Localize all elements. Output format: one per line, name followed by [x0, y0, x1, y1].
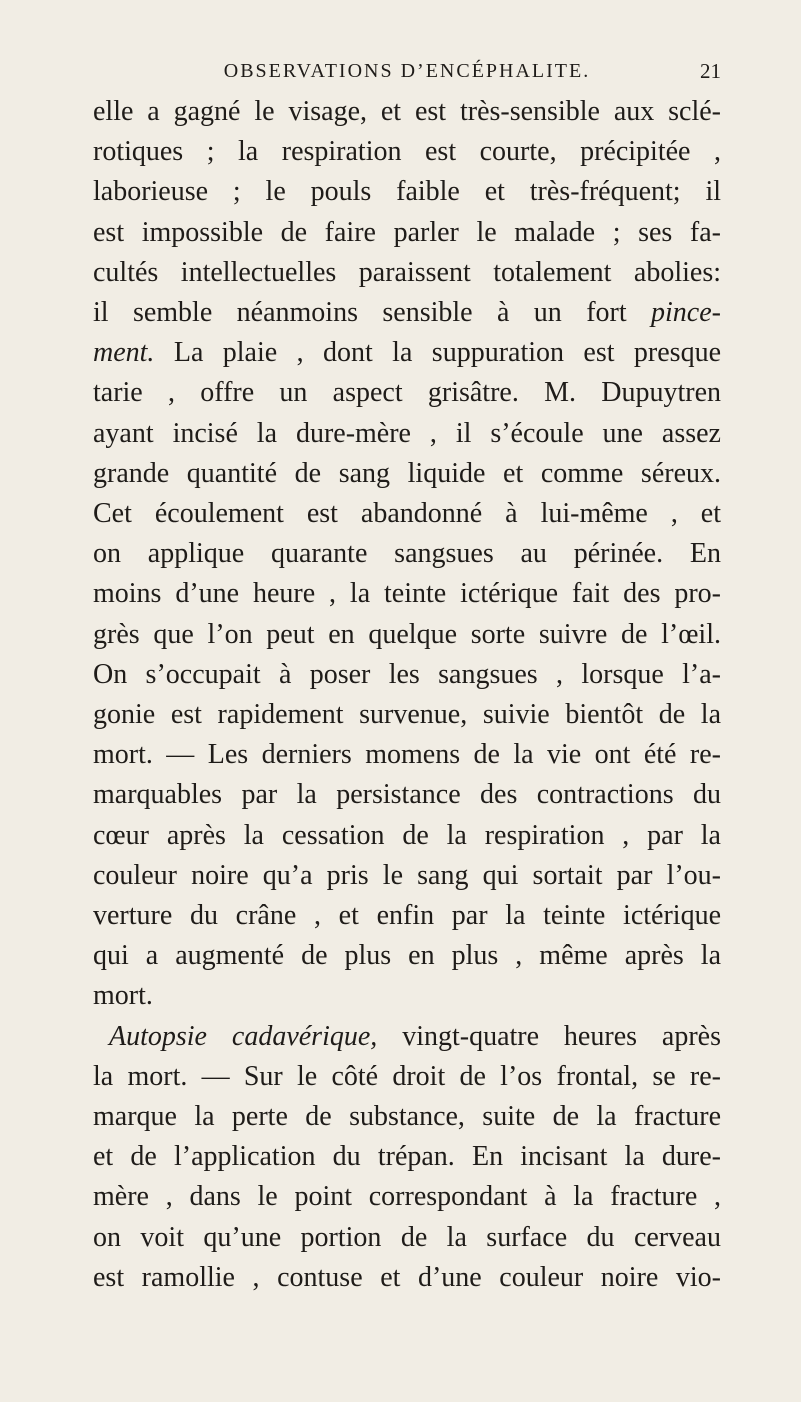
line-text: moins d’une heure , la teinte ictérique fait des pro- [93, 578, 721, 610]
line-text: vingt-quatre heures après [377, 1020, 721, 1052]
text-line [93, 253, 721, 293]
text-line [93, 936, 721, 976]
text-line [93, 414, 721, 454]
line-text: la mort. — Sur le côté droit de l’os frontal, se re- [93, 1060, 721, 1092]
line-text: elle a gagné le visage, et est très-sensible aux sclé- [93, 96, 721, 127]
text-line [93, 132, 721, 172]
page-number: 21 [700, 59, 721, 83]
line-text: marquables par la persistance des contractions du [93, 779, 721, 811]
text-line [93, 615, 721, 655]
line-text: gonie est rapidement survenue, suivie bientôt de la [93, 699, 721, 731]
line-text: est ramollie , contuse et d’une couleur noire vio- [93, 1261, 721, 1293]
line-text: Cet écoulement est abandonné à lui-même , et [93, 498, 721, 530]
line-text: couleur noire qu’a pris le sang qui sortait par l’ou- [93, 859, 721, 891]
text-line [93, 213, 721, 253]
line-text: grande quantité de sang liquide et comme séreux. [93, 457, 721, 489]
text-line [93, 816, 721, 856]
text-line [93, 333, 721, 373]
line-text: mort. — Les derniers momens de la vie ont été re- [93, 739, 721, 771]
text-line [93, 373, 721, 413]
text-line [93, 1218, 721, 1258]
text-line [93, 494, 721, 534]
text-line [93, 172, 721, 212]
line-text: cœur après la cessation de la respiration , par la [93, 819, 721, 851]
page-header [93, 56, 721, 86]
italic-text: Autopsie cadavérique, [109, 1020, 378, 1052]
text-line [93, 1097, 721, 1137]
line-text: grès que l’on peut en quelque sorte suivre de l’œil. [93, 618, 721, 650]
text-line [93, 775, 721, 815]
line-text: est impossible de faire parler le malade ; ses fa- [93, 216, 721, 248]
text-line [93, 1017, 721, 1057]
line-text: mort. [93, 980, 153, 1012]
line-text: cultés intellectuelles paraissent totalement abolies: [93, 256, 721, 288]
body-text [93, 92, 721, 1298]
line-text: il semble néanmoins sensible à un fort [93, 297, 652, 329]
running-title: OBSERVATIONS D’ENCÉPHALITE. [223, 60, 591, 82]
text-line [93, 896, 721, 936]
text-line [93, 534, 721, 574]
text-line [93, 655, 721, 695]
italic-text: ment. [93, 337, 155, 369]
line-text: on applique quarante sangsues au périnée. En [93, 538, 721, 570]
text-line [93, 1177, 721, 1217]
line-text: verture du crâne , et enfin par la teinte ictérique [93, 900, 721, 932]
text-line [93, 735, 721, 775]
text-line [93, 454, 721, 494]
line-text: laborieuse ; le pouls faible et très-fréquent; il [93, 176, 721, 208]
text-line [93, 293, 721, 333]
text-line [93, 856, 721, 896]
line-text: qui a augmenté de plus en plus , même après la [93, 940, 721, 972]
text-line [93, 1258, 721, 1298]
italic-text: pince- [651, 297, 721, 329]
line-text: ayant incisé la dure-mère , il s’écoule une assez [93, 417, 721, 449]
line-text: rotiques ; la respiration est courte, précipitée , [93, 136, 721, 168]
line-text: tarie , offre un aspect grisâtre. M. Dupuytren [93, 377, 721, 409]
text-line [93, 1137, 721, 1177]
line-text: La plaie , dont la suppuration est presque [154, 337, 721, 369]
text-line [93, 92, 721, 132]
line-text: on voit qu’une portion de la surface du cerveau [93, 1221, 721, 1253]
text-line [93, 695, 721, 735]
text-line [93, 976, 721, 1016]
text-line [93, 1057, 721, 1097]
text-line [93, 574, 721, 614]
line-text: mère , dans le point correspondant à la fracture , [93, 1181, 721, 1213]
line-text: On s’occupait à poser les sangsues , lorsque l’a- [93, 658, 721, 690]
line-text: marque la perte de substance, suite de la fracture [93, 1101, 721, 1133]
line-text: et de l’application du trépan. En incisant la dure- [93, 1141, 721, 1173]
